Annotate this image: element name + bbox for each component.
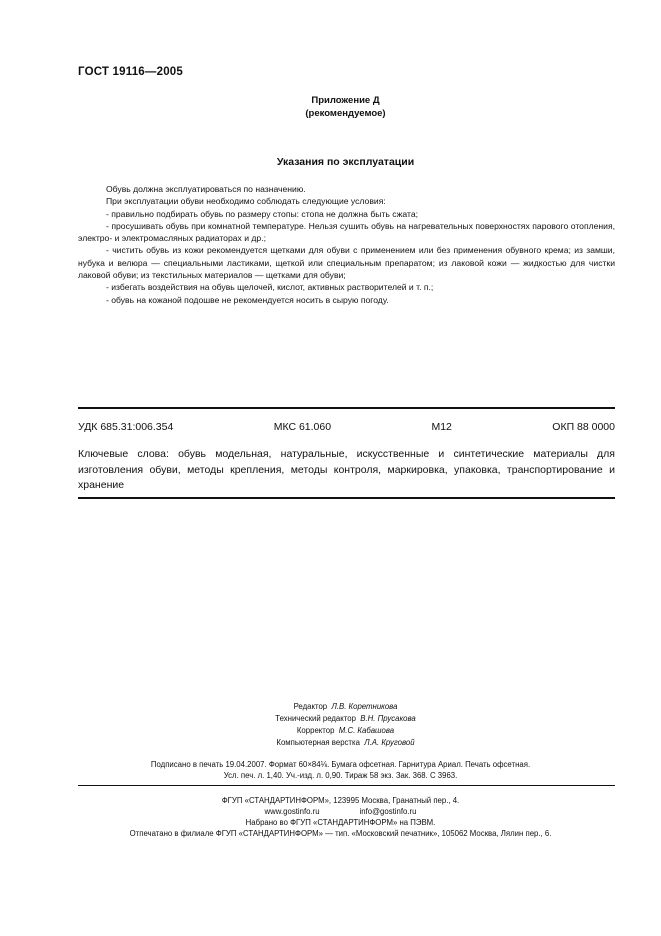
credit-tech-editor [0,714,661,723]
credit-layout [0,738,661,747]
publisher-printer: Отпечатано в филиале ФГУП «СТАНДАРТИНФОРМ» — тип. «Московский печатник», 105062 Москва, Лялин пер., 6. [129,829,552,838]
divider [78,407,615,409]
credit-name: М.С. Кабашова [338,726,395,735]
credit-editor [0,702,661,711]
mks-code: МКС 61.060 [273,421,332,433]
okp-code: ОКП 88 0000 [552,421,615,433]
instructions-body [78,183,615,306]
annex-status: (рекомендуемое) [305,108,386,119]
paragraph: Обувь должна эксплуатироваться по назначению. [106,184,306,194]
credit-name: Л.А. Круговой [364,738,415,747]
publisher-typeset: Набрано во ФГУП «СТАНДАРТИНФОРМ» на ПЭВМ. [245,818,436,827]
classification-row [78,421,615,433]
annex-title: Приложение Д [311,95,380,106]
publisher-website[interactable]: www.gostinfo.ru [264,807,320,816]
print-info-line: Подписано в печать 19.04.2007. Формат 60×84⅛. Бумага офсетная. Гарнитура Ариал. Печать офсетная. [150,760,531,769]
print-info-line: Усл. печ. л. 1,40. Уч.-изд. л. 0,90. Тираж 58 экз. Зак. 368. С 3963. [223,771,458,780]
credit-name: Л.В. Коретникова [331,702,398,711]
credit-name: В.Н. Прусакова [360,714,416,723]
udk-code: УДК 685.31:006.354 [78,421,174,433]
group-code: М12 [431,421,452,433]
publisher-address: ФГУП «СТАНДАРТИНФОРМ», 123995 Москва, Гранатный пер., 4. [221,796,460,805]
list-item: - обувь на кожаной подошве не рекомендуется носить в сырую погоду. [106,294,389,305]
credit-role: Компьютерная верстка [276,738,360,747]
paragraph: При эксплуатации обуви необходимо соблюдать следующие условия: [106,196,386,207]
credit-role: Технический редактор [275,714,356,723]
credit-role: Редактор [293,702,328,711]
publisher-contacts [0,807,661,816]
keywords: Ключевые слова: обувь модельная, натуральные, искусственные и синтетические материалы для изготовления обуви, методы крепления, методы контроля, маркировка, упаковка, транспортирование и хранение [78,448,615,491]
credit-proofreader [0,726,661,735]
publisher-email[interactable]: info@gostinfo.ru [359,807,417,816]
list-item: - избегать воздействия на обувь щелочей, кислот, активных растворителей и т. п.; [106,282,434,293]
list-item: - чистить обувь из кожи рекомендуется щетками для обуви с применением или без применения обувного крема; из замши, нубука и велюра — специальными ластиками, щеткой или специальным препаратом; из лаковой кожи — жидкостью для чистки лаковой обуви; из текстильных материалов — щетками для обуви; [78,245,615,281]
divider [78,497,615,499]
list-item: - просушивать обувь при комнатной температуре. Нельзя сушить обувь на нагревательных поверхностях парового отопления, электро- и электромасляных радиаторах и др.; [78,220,615,244]
standard-number: ГОСТ 19116—2005 [78,66,183,78]
list-item: - правильно подбирать обувь по размеру стопы: стопа не должна быть сжата; [106,208,418,219]
divider [78,785,615,786]
credit-role: Корректор [296,726,335,735]
section-title: Указания по эксплуатации [276,156,415,168]
